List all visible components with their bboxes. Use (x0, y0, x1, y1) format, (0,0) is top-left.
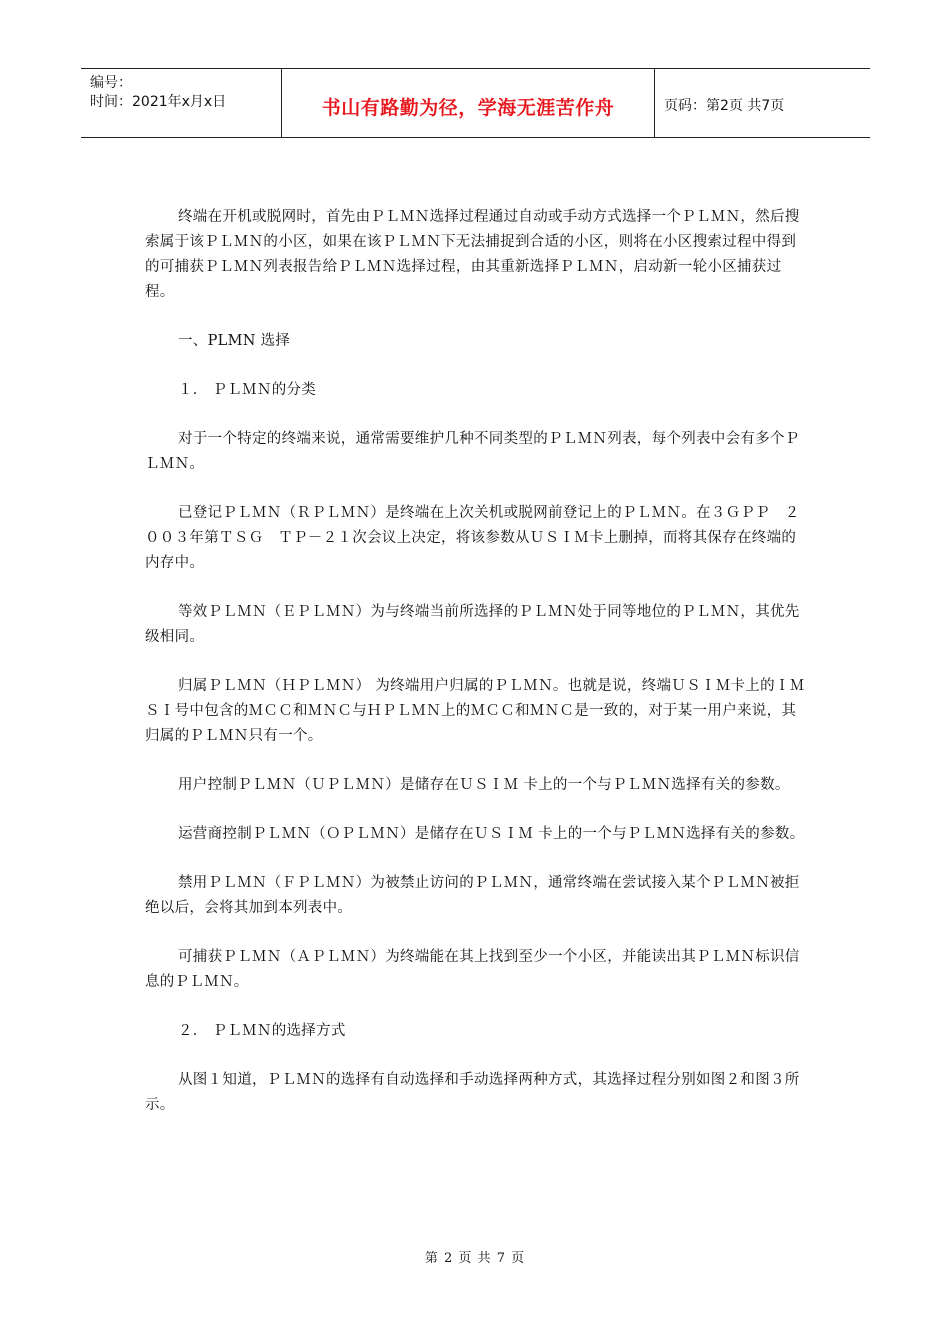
header-left-cell (81, 69, 282, 137)
header-right-cell (655, 69, 870, 137)
paragraph-selection-modes: 从图１知道，ＰＬＭＮ的选择有自动选择和手动选择两种方式，其选择过程分别如图２和图３所示。 (145, 1072, 800, 1113)
paragraph-uplmn: 用户控制ＰＬＭＮ（ＵＰＬＭＮ）是储存在ＵＳＩＭ 卡上的一个与ＰＬＭＮ选择有关的参数。 (178, 777, 790, 793)
document-header (81, 68, 870, 138)
paragraph-rplmn: 已登记ＰＬＭＮ（ＲＰＬＭＮ）是终端在上次关机或脱网前登记上的ＰＬＭＮ。在３ＧＰＰ ２００３年第ＴＳＧ ＴＰ－２１次会议上决定，将该参数从ＵＳＩＭ卡上删掉，而将其保存在终端的内存中。 (145, 505, 800, 571)
document-code-label: 编号： (90, 75, 132, 91)
page-footer: 第 2 页 共 7 页 (424, 1251, 526, 1266)
paragraph-eplmn: 等效ＰＬＭＮ（ＥＰＬＭＮ）为与终端当前所选择的ＰＬＭＮ处于同等地位的ＰＬＭＮ，其优先级相同。 (145, 604, 800, 645)
subsection-heading-plmn-types: １． ＰＬＭＮ的分类 (178, 382, 317, 398)
paragraph-fplmn: 禁用ＰＬＭＮ（ＦＰＬＭＮ）为被禁止访问的ＰＬＭＮ，通常终端在尝试接入某个ＰＬＭＮ被拒绝以后，会将其加到本列表中。 (145, 875, 800, 916)
document-time-label: 时间：2021年x月x日 (90, 94, 227, 110)
section-heading-plmn-selection: 一、PLMN 选择 (178, 333, 291, 349)
paragraph-plmn-types: 对于一个特定的终端来说，通常需要维护几种不同类型的ＰＬＭＮ列表，每个列表中会有多个ＰＬＭＮ。 (145, 431, 800, 472)
paragraph-hplmn: 归属ＰＬＭＮ（ＨＰＬＭＮ） 为终端用户归属的ＰＬＭＮ。也就是说，终端ＵＳＩＭ卡上的ＩＭＳＩ号中包含的ＭＣＣ和ＭＮＣ与ＨＰＬＭＮ上的ＭＣＣ和ＭＮＣ是一致的，对于某一用户来说，其归属的ＰＬＭＮ只有一个。 (145, 678, 805, 744)
header-middle-cell (282, 69, 655, 137)
paragraph-oplmn: 运营商控制ＰＬＭＮ（ＯＰＬＭＮ）是储存在ＵＳＩＭ 卡上的一个与ＰＬＭＮ选择有关的参数。 (178, 826, 805, 842)
paragraph-aplmn: 可捕获ＰＬＭＮ（ＡＰＬＭＮ）为终端能在其上找到至少一个小区，并能读出其ＰＬＭＮ标识信息的ＰＬＭＮ。 (145, 949, 800, 990)
subsection-heading-selection-modes: ２． ＰＬＭＮ的选择方式 (178, 1023, 346, 1039)
intro-paragraph: 终端在开机或脱网时，首先由ＰＬＭＮ选择过程通过自动或手动方式选择一个ＰＬＭＮ，然后搜索属于该ＰＬＭＮ的小区，如果在该ＰＬＭＮ下无法捕捉到合适的小区，则将在小区搜索过程中得到的可捕获ＰＬＭＮ列表报告给ＰＬＭＮ选择过程，由其重新选择ＰＬＭＮ，启动新一轮小区捕获过程。 (145, 209, 800, 300)
document-body (145, 205, 807, 1142)
header-page-info: 页码：第2页 共7页 (664, 98, 785, 114)
header-motto: 书山有路勤为径，学海无涯苦作舟 (321, 97, 615, 119)
